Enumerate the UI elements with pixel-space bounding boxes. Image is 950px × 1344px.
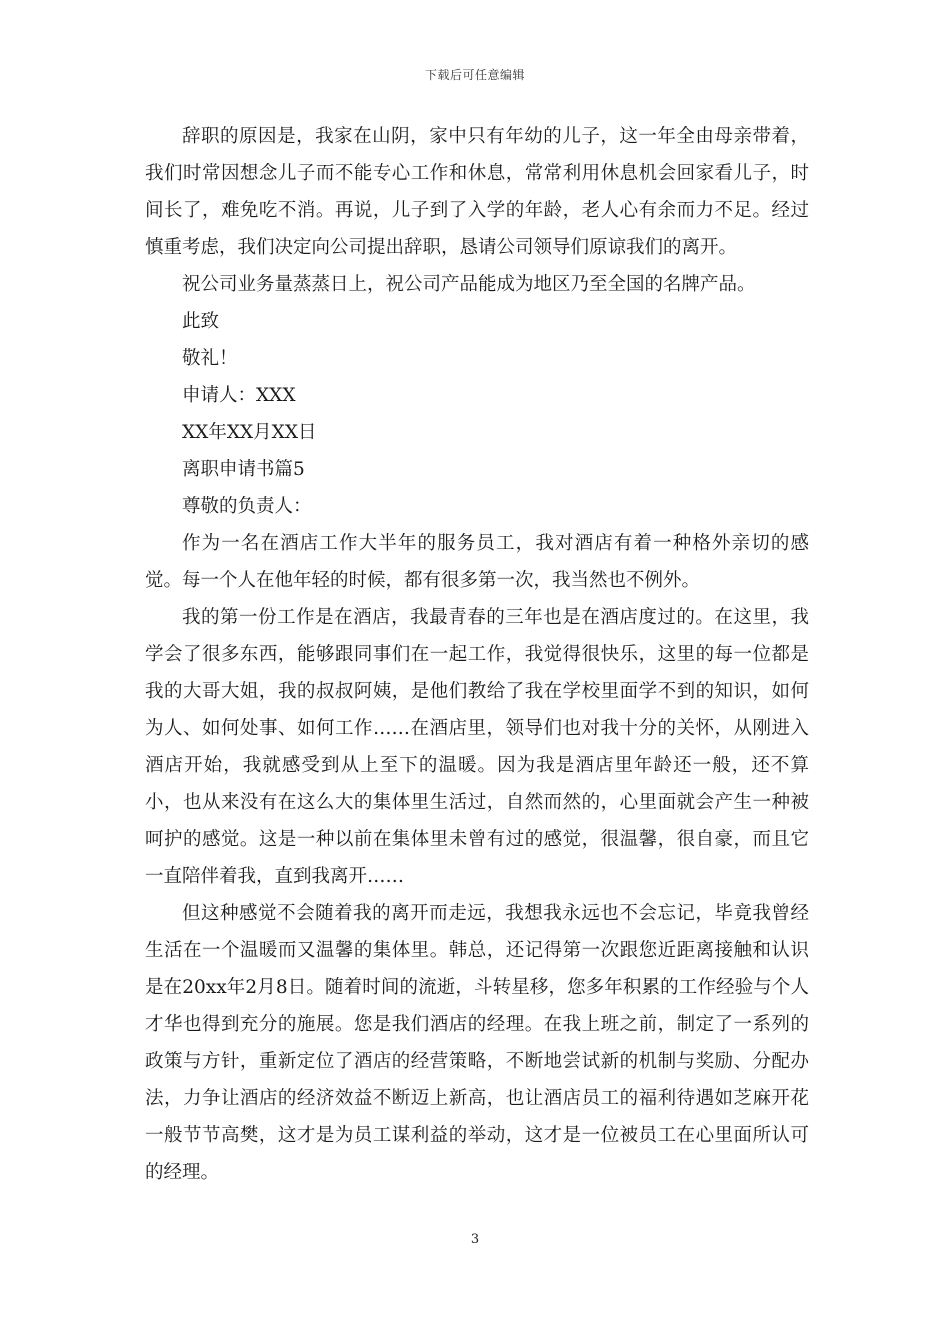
date-line: XX年XX月XX日 [182, 422, 317, 443]
page-header: 下载后可任意编辑 [424, 68, 525, 82]
paragraph-intro: 作为一名在酒店工作大半年的服务员工，我对酒店有着一种格外亲切的感觉。每一个人在他年轻的时候，都有很多第一次，我当然也不例外。 [145, 533, 809, 591]
applicant-line: 申请人：XXX [182, 385, 296, 406]
paragraph-resignation-reason: 辞职的原因是，我家在山阴，家中只有年幼的儿子，这一年全由母亲带着，我们时常因想念儿子而不能专心工作和休息，常常利用休息机会回家看儿子，时间长了，难免吃不消。再说，儿子到了入学的年龄，老人心有余而力不足。经过慎重考虑，我们决定向公司提出辞职，恳请公司领导们原谅我们的离开。 [145, 126, 809, 258]
closing-regards: 敬礼！ [182, 348, 238, 369]
document-body [145, 118, 809, 1191]
paragraph-wishes: 祝公司业务量蒸蒸日上，祝公司产品能成为地区乃至全国的名牌产品。 [182, 274, 756, 295]
section-title: 离职申请书篇5 [182, 459, 305, 480]
paragraph-gratitude: 但这种感觉不会随着我的离开而走远，我想我永远也不会忘记，毕竟我曾经生活在一个温暖而又温馨的集体里。韩总，还记得第一次跟您近距离接触和认识是在20xx年2月8日。随着时间的流逝，斗转星移，您多年积累的工作经验与个人才华也得到充分的施展。您是我们酒店的经理。在我上班之前，制定了一系列的政策与方针，重新定位了酒店的经营策略，不断地尝试新的机制与奖励、分配办法，力争让酒店的经济效益不断迈上新高，也让酒店员工的福利待遇如芝麻开花一般节节高樊，这才是为员工谋利益的举动，这才是一位被员工在心里面所认可的经理。 [145, 903, 809, 1183]
closing-salutation: 此致 [182, 311, 220, 332]
greeting-line: 尊敬的负责人： [182, 496, 312, 517]
page-number: 3 [470, 1232, 480, 1247]
paragraph-first-job: 我的第一份工作是在酒店，我最青春的三年也是在酒店度过的。在这里，我学会了很多东西，能够跟同事们在一起工作，我觉得很快乐，这里的每一位都是我的大哥大姐，我的叔叔阿姨，是他们教给了我在学校里面学不到的知识，如何为人、如何处事、如何工作……在酒店里，领导们也对我十分的关怀，从刚进入酒店开始，我就感受到从上至下的温暖。因为我是酒店里年龄还一般，还不算小，也从来没有在这么大的集体里生活过，自然而然的，心里面就会产生一种被呵护的感觉。这是一种以前在集体里未曾有过的感觉，很温馨，很自豪，而且它一直陪伴着我，直到我离开…… [145, 607, 809, 887]
